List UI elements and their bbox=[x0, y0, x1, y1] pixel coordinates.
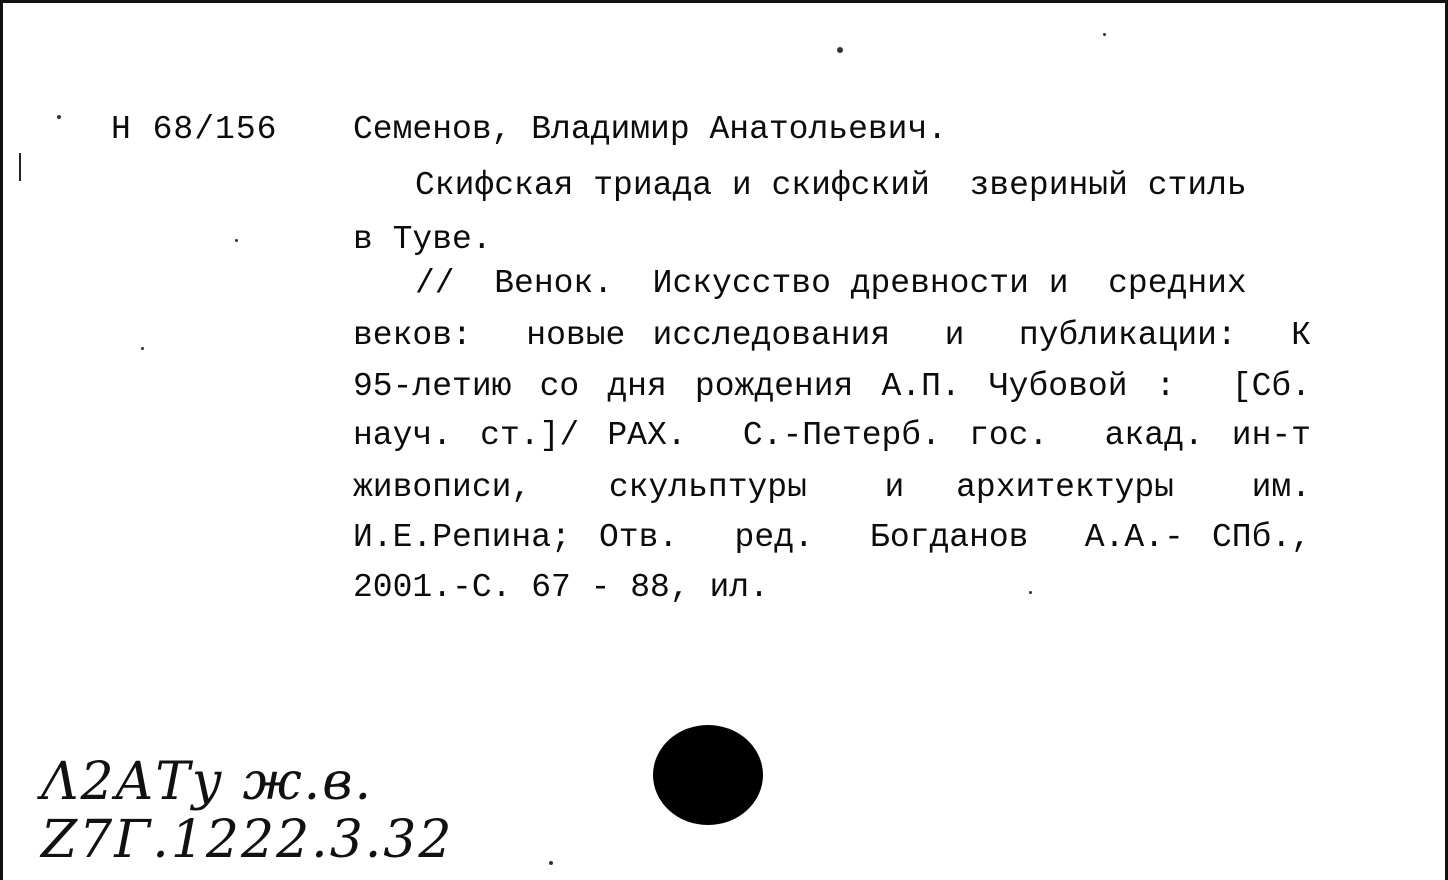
source-line: // Венок. Искусство древности и средних bbox=[415, 265, 1247, 302]
speck bbox=[1029, 591, 1032, 594]
handwritten-note bbox=[41, 753, 453, 869]
margin-mark bbox=[19, 153, 21, 181]
title-line: Скифская триада и скифский звериный стиль bbox=[415, 167, 1247, 204]
source-line: науч. ст.]/ РАХ. С.-Петерб. гос. акад. ин-т bbox=[353, 417, 1311, 454]
source-line: 95-летию со дня рождения А.П. Чубовой : [Сб. bbox=[353, 368, 1311, 405]
punch-hole bbox=[653, 725, 763, 825]
title-line: в Туве. bbox=[353, 221, 492, 258]
speck bbox=[1103, 33, 1106, 36]
handwritten-line: Ζ7Γ.1222.3.32 bbox=[41, 810, 454, 870]
author-heading: Семенов, Владимир Анатольевич. bbox=[353, 111, 948, 148]
source-line: И.Е.Репина; Отв. ред. Богданов А.А.- СПб., bbox=[353, 519, 1311, 556]
speck bbox=[57, 115, 61, 119]
source-line: живописи, скульптуры и архитектуры им. bbox=[353, 469, 1311, 506]
shelfmark: Н 68/156 bbox=[111, 111, 278, 148]
handwritten-line: Λ2ΑΤу ж.в. bbox=[41, 752, 373, 812]
source-line: веков: новые исследования и публикации: К bbox=[353, 317, 1311, 354]
speck bbox=[141, 347, 144, 350]
source-line: 2001.-С. 67 - 88, ил. bbox=[353, 569, 769, 606]
speck bbox=[549, 861, 553, 865]
speck bbox=[235, 239, 238, 242]
speck bbox=[837, 47, 843, 53]
